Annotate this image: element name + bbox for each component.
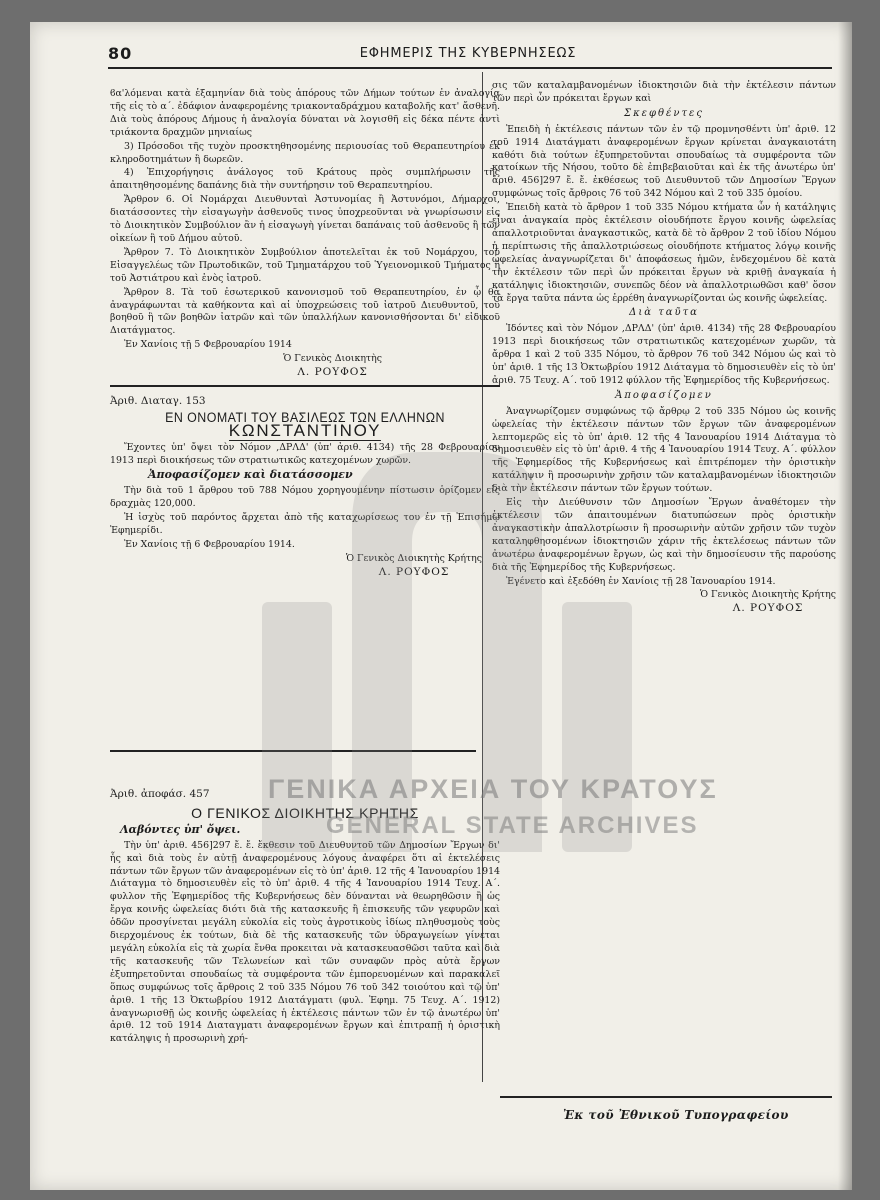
paragraph: Ἡ ἰσχὺς τοῦ παρόντος ἄρχεται ἀπὸ τῆς καταχωρίσεως του ἐν τῇ Ἐπισήμῳ Ἐφημερίδι. bbox=[110, 512, 500, 537]
gazette-title: ΕΦΗΜΕΡΙΣ ΤΗΣ ΚΥΒΕΡΝΗΣΕΩΣ bbox=[359, 46, 577, 61]
paragraph: 4) Ἐπιχορήγησις ἀνάλογος τοῦ Κράτους πρὸς συμπλήρωσιν τῆς ἀπαιτηθησομένης δαπάνης διὰ τὴν συντήρησιν τοῦ Θεραπευτηρίου. bbox=[110, 167, 500, 192]
page-number: 80 bbox=[108, 44, 133, 63]
paragraph: ϐα'λόμεναι κατὰ ἑξαμηνίαν διὰ τοὺς ἀπόρους τῶν Δήμων τούτων ἐν ἀναλογίᾳ τῆς εἰς τὸ α΄. ἐδάφιον ἀναφερομένης τριακονταδράχμου καταβολῆς κατ' ἄσθενῆ. Διὰ τοὺς ἀπόρους Δήμους ἡ ἀναλογία δύναται νὰ λογισθῆ εἰς δέκα πέντε ἀντὶ τριάκοντα δραχμῶν μηνιαίως bbox=[110, 88, 500, 138]
article-8: Ἄρθρον 8. Τὰ τοῦ ἐσωτερικοῦ κανονισμοῦ τοῦ Θεραπευτηρίου, ἐν ᾧ θὰ ἀναγράφωνται τὰ καθήκοντα καὶ αἱ ὑποχρεώσεις τοῦ ἰατροῦ Διευθυντοῦ, τοῦ βοηθοῦ ἢ τῶν βοηθῶν ἰατρῶν καὶ τῶν ὑπαλλήλων κανονισθήσονται δι' εἰδικοῦ Διατάγματος. bbox=[110, 286, 500, 337]
signature-block bbox=[492, 589, 836, 616]
paragraph: Ἐπειδὴ ἡ ἐκτέλεσις πάντων τῶν ἐν τῷ προμνησθέντι ὑπ' ἀριθ. 12 τοῦ 1914 Διατάγματι ἀναφερομένων ἔργων κρίνεται ἀναγκαιοτάτη καθότι διὰ τούτων ἐξυπηρετοῦνται σπουδαίως τὰ συμφέροντα τῶν κατοίκων τῆς Νήσου, τοῦτο δὲ ἐπιβεβαιοῦται καὶ ἐκ τῆς ἀνωτέρω ὑπ' ἀριθ. 456]297 ἔ. ἔ. ἐκθέσεως τοῦ Διευθυντοῦ τῶν Δημοσίων Ἔργων συμφώνως τοῖς ἄρθροις 76 τοῦ 342 Νόμου καὶ 2 τοῦ 335 ὁμοίου. bbox=[492, 123, 836, 200]
king-name bbox=[110, 420, 500, 440]
governor-heading: Ο ΓΕΝΙΚΟΣ ΔΙΟΙΚΗΤΗΣ ΚΡΗΤΗΣ bbox=[191, 804, 419, 821]
printer-line: Ἐκ τοῦ Ἐθνικοῦ Τυπογραφείου bbox=[563, 1108, 789, 1122]
date-line: Ἐγένετο καὶ ἐξεδόθη ἐν Χανίοις τῇ 28 Ἰανουαρίου 1914. bbox=[506, 575, 776, 587]
signer-name: Λ. ΡΟΥΦΟΣ bbox=[732, 602, 804, 615]
signature-block bbox=[110, 353, 382, 380]
left-column bbox=[110, 88, 500, 581]
watermark-text-greek: ΓΕΝΙΚΑ ΑΡΧΕΙΑ ΤΟΥ ΚΡΑΤΟΥΣ bbox=[268, 774, 718, 804]
article-7: Ἄρθρον 7. Τὸ Διοικητικὸν Συμβούλιον ἀποτελεῖται ἐκ τοῦ Νομάρχου, τοῦ Εἰσαγγελέως τῶν Πρωτοδικῶν, τοῦ Τμηματάρχου τοῦ Ὑγειονομικοῦ Τμήματος ἢ τοῦ Ἀστιάτρου καὶ ἑνὸς ἰατροῦ. bbox=[110, 246, 500, 284]
footer-rule bbox=[500, 1096, 832, 1098]
paragraph: Τὴν ὑπ' ἀριθ. 456]297 ἔ. ἔ. ἔκθεσιν τοῦ Διευθυντοῦ τῶν Δημοσίων Ἔργων δι' ἧς καὶ διὰ τοὺς ἐν αὐτῇ ἀναφερομένους λόγους ἀναφέρει ὅτι αἱ ἐκτελέσεις πάντων τῶν ἔργων τῶν ἀναφερομένων εἰς τὸ ὑπ' ἀριθ. 12 τῆς 4 Ἰανουαρίου 1914 Διάταγμα τὸ δημοσιευθὲν εἰς τὸ ὑπ' ἀριθ. 4 τῆς 4 Ἰανουαρίου 1914 Τευχ. Α΄. φυλλον τῆς Ἐφημερίδος τῆς Κυβερνήσεως δὲν δύνανται νὰ θεωρηθῶσιν ἢ ὡς ἔργα κοινῆς ὠφελείας διότι διὰ τῆς κατασκευῆς ἢ ἐπισκευῆς τῶν γεφυρῶν καὶ ὁδῶν προσγίνεται μεγάλη εὐκολία εἰς τοὺς ἀγροτικοὺς ἰδίως πληθυσμοὺς τοὺς διερχομένους ἐκ τούτων, διὰ δὲ τῆς κατασκευῆς τῶν ὑδραγωγείων γίνεται μεγάλη εὐκολία εἰς τὰ χωρία ἔνθα προκειται νὰ κατασκευασθῶσι ταῦτα καὶ διὰ τῆς κατασκευῆς τῶν Τελωνείων καὶ τῶν συναφῶν πρὸς αὐτὰ ἔργων ἐξυπηρετοῦνται σπουδαίως τὰ συμφέροντα τῶν ἐμπορευομένων καὶ παρακαλεῖ ὅπως συμφώνως τοῖς ἄρθροις 2 τοῦ 335 Νόμου 76 τοῦ 342 τοιούτου καὶ τῷ ὑπ' ἀριθ. 1 τῆς 13 Ὀκτωβρίου 1912 Διατάγματι (φυλ. Ἐφημ. 75 Τευχ. Α΄. 1912) ἀναγνωρισθῇ ὡς κοινῆς ὠφελείας ἡ ἐκτέλεσις πάντων τῶν ἐν τῷ ἀνωτέρω ὑπ' ἀριθ. 12 τοῦ 1914 Διαταγματι ἀναφερομένων ἔργων καὶ ἐπιτραπῇ ἡ ὁριστικὴ κατάληψις ἡ προσωρινὴ χρή- bbox=[110, 839, 500, 1045]
paragraph: Ἀναγνωρίζομεν συμφώνως τῷ ἄρθρῳ 2 τοῦ 335 Νόμου ὡς κοινῆς ὠφελείας τὴν ἐκτέλεσιν πάντων τῶν ἔργων τῶν ἀναφερομένων λεπτομερῶς εἰς τὸ ὑπ' ἀριθ. 12 τῆς 4 Ἰανουαρίου 1914 Διάταγμα τὸ δημοσιευθὲν εἰς τὸ ὑπ' ἀριθ. 4 τῆς 4 Ἰανουαρίου 1914 Τευχ. Α΄. φύλλον τῆς Ἐφημερίδος τῆς Κυβερνήσεως καὶ ἐπιτρέπομεν τὴν ὁριστικὴν κατάληψιν ἢ προσωρινὴν χρῆσιν τῶν καταλαμβανομένων ἰδιοκτησιῶν διὰ τὴν ἐκτέλεσιν πάντων τῶν ἔργων τούτων. bbox=[492, 405, 836, 495]
paragraph: Ἐπειδὴ κατὰ τὸ ἄρθρον 1 τοῦ 335 Νόμου κτήματα ὧν ἡ κατάληψις εἶναι ἀναγκαία πρὸς ἐκτέλεσιν οἱουδήποτε ἔργου κοινῆς ὠφελείας ἀπαλλοτριοῦνται ἀναγκαστικῶς, κατὰ δὲ τὸ ἄρθρον 2 τοῦ ἰδίου Νόμου ἡ περίπτωσις τῆς ἀπαλλοτριώσεως οἱουδήποτε κτήματος λόγῳ κοινῆς ὠφελείας ἀναγνωρίζεται δι' ἀποφάσεως ἡμῶν, ἐνδεχομένου δὲ κατὰ τὴν ἐκτέλεσιν τῶν περὶ ὧν πρόκειται ἔργων νὰ κριθῇ ἀναγκαία ἡ κατάληψις ἰδιοκτησιῶν, συνεπῶς δέον νὰ ἀπαλλοτριωθῶσι καθ' ὅσον τὰ ἔργα ταῦτα πάντα ὡς ἐρρέθη ἀναγνωρίζονται ὡς κοινῆς ὠφελείας. bbox=[492, 202, 836, 304]
therefore-heading: Διὰ ταῦτα bbox=[629, 307, 699, 319]
decision-heading: Ἀποφασίζομεν καὶ διατάσσομεν bbox=[148, 468, 353, 482]
section-rule bbox=[110, 750, 476, 752]
watermark-text-english: GENERAL STATE ARCHIVES bbox=[326, 812, 699, 839]
king-name-text: ΚΩΝΣΤΑΝΤΙΝΟΥ bbox=[228, 420, 382, 440]
right-column bbox=[492, 80, 836, 617]
decide-heading: Ἀποφασίζομεν bbox=[615, 389, 713, 401]
paragraph: 3) Πρόσοδοι τῆς τυχὸν προσκτηθησομένης περιουσίας τοῦ Θεραπευτηρίου ἐκ κληροδοτημάτων ἢ δωρεῶν. bbox=[110, 140, 500, 165]
paragraph: Ἰδόντες καὶ τὸν Νόμον ,ΔΡΛΔ' (ὑπ' ἀριθ. 4134) τῆς 28 Φεβρουαρίου 1913 περὶ διοικήσεως τῶν στρατιωτικῶς κατεχομένων χωρῶν, τὰ ἄρθρα 1 καὶ 2 τοῦ 335 Νόμου, τὸ ἄρθρον 76 τοῦ 342 Νόμου ὡς καὶ τὸ ὑπ' ἀριθ. 1 τῆς 13 Ὀκτωβρίου 1912 Διάταγμα τὸ δημοσιευθὲν εἰς τὸ ὑπ' ἀριθ. 75 Τευχ. Α΄. τοῦ 1912 φύλλον τῆς Ἐφημερίδος τῆς Κυβερνήσεως. bbox=[492, 323, 836, 386]
article-6: Ἄρθρον 6. Οἱ Νομάρχαι Διευθυνταὶ Ἀστυνομίας ἢ Ἀστυνόμοι, Δήμαρχοι, διατάσσοντες τὴν εἰσαγωγὴν ἀσθενοῦς τινος ὑποχρεοῦνται νὰ γνωρίσωσιν εἰς τὸ Διοικητικὸν Συμβούλιον ἂν ἡ εἰσαγωγὴ γίνεται δαπάναις τοῦ ἀσθενοῦς ἢ τῶν οἰκείων ἢ τοῦ Δήμου αὐτοῦ. bbox=[110, 194, 500, 244]
having-considered-heading: Λαβόντες ὑπ' ὄψει. bbox=[120, 822, 241, 836]
signer-name: Λ. ΡΟΥΦΟΣ bbox=[297, 366, 368, 379]
signer-role: Ὁ Γενικὸς Διοικητὴς bbox=[283, 353, 382, 365]
signer-name: Λ. ΡΟΥΦΟΣ bbox=[378, 565, 450, 578]
newspaper-page bbox=[30, 22, 852, 1190]
date-line: Ἐν Χανίοις τῇ 5 Φεβρουαρίου 1914 bbox=[124, 339, 292, 351]
paragraph: Ἔχοντες ὑπ' ὄψει τὸν Νόμον ,ΔΡΛΔ' (ὑπ' ἀριθ. 4134) τῆς 28 Φεβρουαρίου 1913 περὶ διοικήσεως τῶν στρατιωτικῶς κατεχομένων χωρῶν. bbox=[110, 441, 500, 466]
signer-role: Ὁ Γενικὸς Διοικητὴς Κρήτης bbox=[346, 552, 482, 564]
decision-number: Ἀριθ. ἀποφάσ. 457 bbox=[110, 788, 210, 800]
header-rule bbox=[108, 67, 832, 69]
paragraph: Εἰς τὴν Διεύθυνσιν τῶν Δημοσίων Ἔργων ἀναθέτομεν τὴν ἐκτέλεσιν τῶν ἀπαιτουμένων διατυπώσεων πρὸς ὁριστικὴν ἀναγκαστικὴν ἀπαλλοτρίωσιν ἢ προσωρινὴν αὐτῶν χρῆσιν τῶν τυχὸν καταληφθησομένων ἰδιοκτησιῶν χάριν τῆς ἐκτελέσεως πάντων τῶν ἀνωτέρω ἀναφερομένων ἔργων, ὡς καὶ τὴν δημοσίευσιν τῆς παρούσης διὰ τῆς Ἐφημερίδος τῆς Κυβερνήσεως. bbox=[492, 497, 836, 573]
date-line: Ἐν Χανίοις τῇ 6 Φεβρουαρίου 1914. bbox=[124, 539, 295, 550]
paragraph: σις τῶν καταλαμβανομένων ἰδιοκτησιῶν διὰ τὴν ἐκτέλεσιν πάντων τῶν περὶ ὧν πρόκειται ἔργων καὶ bbox=[492, 80, 836, 104]
royal-heading: ΕΝ ΟΝΟΜΑΤΙ ΤΟΥ ΒΑΣΙΛΕΩΣ ΤΩΝ ΕΛΛΗΝΩΝ bbox=[165, 409, 445, 425]
page-header bbox=[108, 44, 828, 64]
paragraph: Τὴν διὰ τοῦ 1 ἄρθρου τοῦ 788 Νόμου χορηγουμένην πίστωσιν ὁρίζομεν εἰς δραχμὰς 120,000. bbox=[110, 485, 500, 510]
considered-heading: Σκεφθέντες bbox=[624, 107, 704, 119]
decree-number: Ἀριθ. Διαταγ. 153 bbox=[110, 394, 206, 407]
left-column-lower bbox=[110, 784, 500, 1047]
signature-block bbox=[110, 553, 482, 580]
signer-role: Ὁ Γενικὸς Διοικητὴς Κρήτης bbox=[700, 589, 836, 601]
section-rule bbox=[110, 385, 500, 387]
